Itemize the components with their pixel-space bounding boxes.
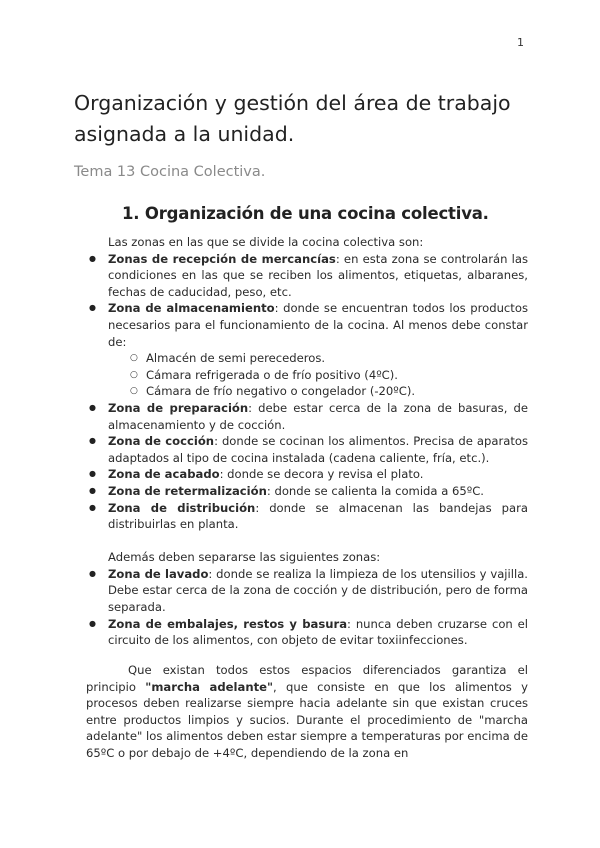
spacer — [86, 533, 528, 550]
list-item — [86, 500, 528, 533]
zone-text: : en esta zona se controlarán las condiciones en las que se reciben los alimentos, etiquetas, albaranes, fechas de caducidad, peso, etc. — [108, 251, 528, 299]
section-heading: 1. Organización de una cocina colectiva. — [122, 204, 489, 223]
zone-term: Zona de retermalización — [108, 483, 267, 498]
zone-term: Zona de embalajes, restos y basura — [108, 616, 348, 631]
list-item — [86, 483, 528, 500]
document-subtitle: Tema 13 Cocina Colectiva. — [74, 164, 266, 180]
list-item — [86, 251, 528, 301]
zone-term: Zona de lavado — [108, 566, 209, 581]
document-title: Organización y gestión del área de trabajo asignada a la unidad. — [74, 91, 511, 146]
closing-part1: Que existan todos estos espacios diferenciados garantiza el principio — [86, 663, 528, 694]
zone-text: : donde se realiza la limpieza de los utensilios y vajilla. Debe estar cerca de la zona de cocción y de distribución, pero de forma separada. — [108, 566, 528, 615]
separate-intro: Además deben separarse las siguientes zonas: — [108, 550, 381, 565]
zone-term: Zonas de recepción de mercancías — [108, 251, 336, 266]
list-item — [86, 466, 528, 483]
closing-paragraph — [86, 662, 528, 762]
separate-zones-list — [86, 566, 528, 649]
zones-intro: Las zonas en las que se divide la cocina colectiva son: — [108, 235, 424, 249]
list-item — [86, 300, 528, 400]
zone-text: : donde se decora y revisa el plato. — [219, 467, 424, 482]
zones-list — [86, 251, 528, 533]
sub-list-item: ○ Cámara de frío negativo o congelador (-20ºC). — [108, 383, 528, 400]
zone-text: : donde se cocinan los alimentos. Precisa de aparatos adaptados al tipo de cocina instalada (cadena caliente, fría, etc.). — [108, 434, 528, 465]
zone-term: Zona de almacenamiento — [108, 301, 275, 316]
list-item — [86, 616, 528, 649]
page-number: 1 — [517, 36, 524, 49]
storage-sublist — [108, 350, 528, 400]
zone-text: : donde se encuentran todos los productos necesarios para el funcionamiento de la cocina. Al menos debe constar de: — [108, 301, 528, 349]
closing-part2: , que consiste en que los alimentos y procesos deben realizarse siempre hacia adelante sin que existan cruces entre productos limpios y sucios. Durante el procedimiento de "marcha adelante" los alimentos deben estar siempre a temperaturas por encima de 65ºC o por debajo de +4ºC, dependiendo de la zona en — [86, 679, 529, 760]
list-item — [86, 566, 528, 616]
zone-term: Zona de distribución — [108, 500, 256, 515]
zone-text: : nunca deben cruzarse con el circuito de los alimentos, con objeto de evitar toxiinfecciones. — [108, 616, 528, 648]
sub-list-item: ○ Cámara refrigerada o de frío positivo (4ºC). — [108, 367, 528, 384]
zone-term: Zona de preparación — [108, 400, 249, 415]
zone-text: : debe estar cerca de la zona de basuras, de almacenamiento y de cocción. — [108, 400, 529, 432]
list-item — [86, 433, 528, 466]
list-item — [86, 400, 528, 433]
zone-text: : donde se almacenan las bandejas para distribuirlas en planta. — [108, 500, 528, 532]
zone-term: Zona de acabado — [108, 467, 220, 482]
zone-term: Zona de cocción — [108, 434, 215, 449]
zone-text: : donde se calienta la comida a 65ºC. — [266, 483, 484, 498]
zones-content — [86, 234, 528, 649]
sub-list-item: ○ Almacén de semi perecederos. — [108, 350, 528, 367]
marcha-adelante-term: "marcha adelante" — [145, 679, 274, 694]
